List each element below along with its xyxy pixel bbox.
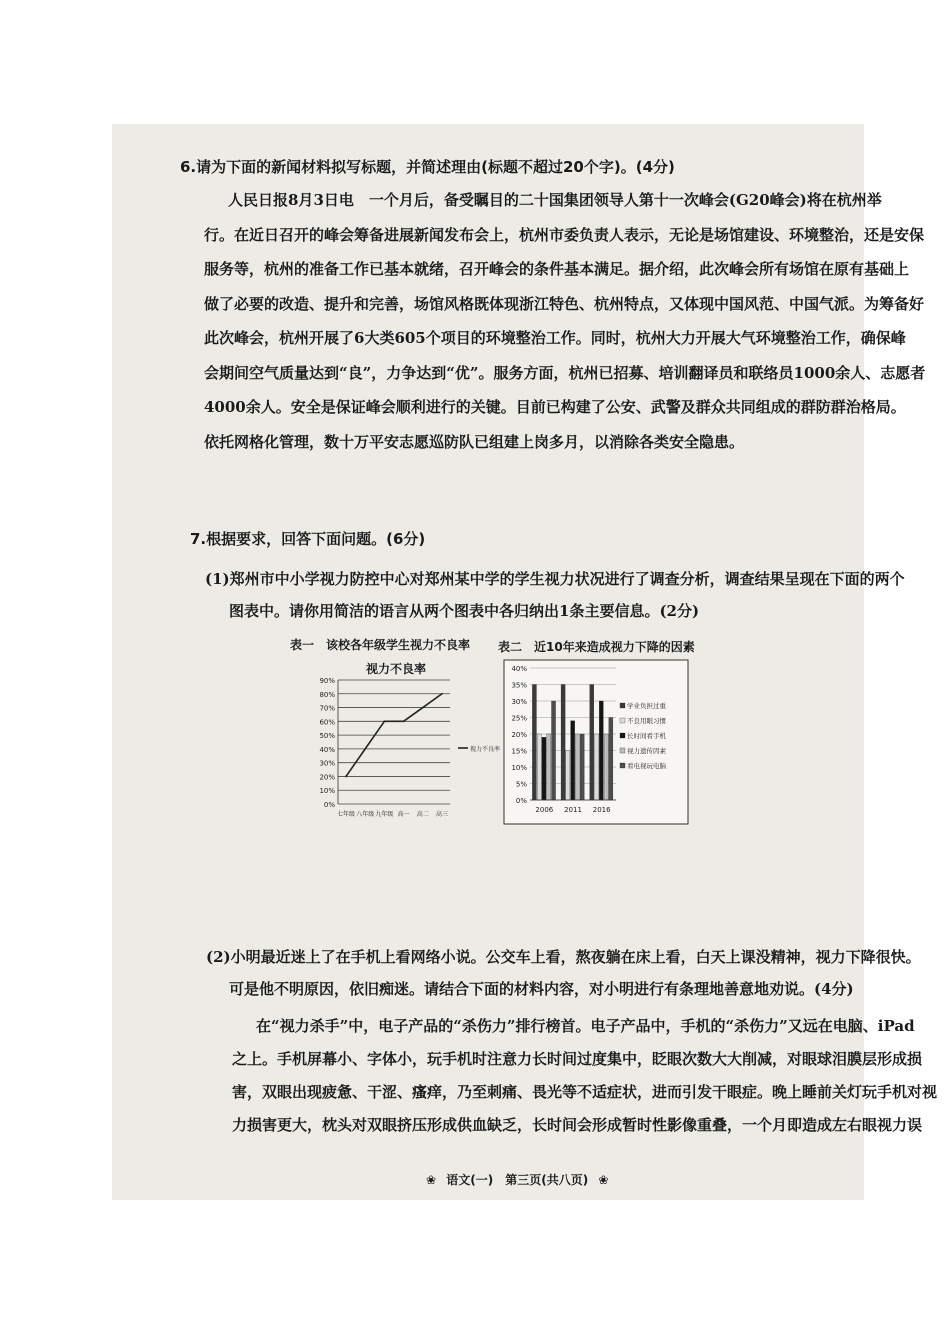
y-tick-label: 35% xyxy=(511,681,527,690)
data-point xyxy=(345,776,347,778)
question-7-part-1-line: (1)郑州市中小学视力防控中心对郑州某中学的学生视力状况进行了调查分析，调查结果呈现在下面的两个 xyxy=(205,570,905,588)
y-tick-label: 40% xyxy=(319,745,335,754)
y-tick-label: 50% xyxy=(319,732,335,741)
x-tick-label: 八年级 xyxy=(356,811,375,818)
exam-page xyxy=(112,124,864,1200)
y-tick-label: 10% xyxy=(319,787,335,796)
legend-swatch xyxy=(620,703,625,708)
chart-1-subtitle: 视力不良率 xyxy=(366,662,427,676)
legend-label: 视力不良率 xyxy=(470,746,501,753)
question-7-part-2-line: 可是他不明原因，依旧痴迷。请结合下面的材料内容，对小明进行有条理地善意地劝说。(4分) xyxy=(229,980,854,998)
y-tick-label: 40% xyxy=(511,665,527,673)
question-6-passage-line: 行。在近日召开的峰会筹备进展新闻发布会上，杭州市委负责人表示，无论是场馆建设、环境整治，还是安保 xyxy=(204,225,925,244)
bar xyxy=(580,734,584,800)
footer-page-label: 语文(一) 第三页(共八页) xyxy=(446,1173,589,1187)
bar xyxy=(595,734,599,800)
y-tick-label: 30% xyxy=(319,759,335,768)
x-tick-label: 2016 xyxy=(592,806,611,814)
x-tick-label: 2006 xyxy=(535,806,554,814)
y-tick-label: 25% xyxy=(511,714,527,723)
vision-factor-bar-chart xyxy=(500,658,690,826)
bar xyxy=(547,734,551,800)
reading-material-line: 力损害更大，枕头对双眼挤压形成供血缺乏，长时间会形成暂时性影像重叠，一个月即造成左右眼视力误 xyxy=(232,1116,923,1134)
bar xyxy=(552,701,556,800)
data-point xyxy=(422,707,424,709)
x-tick-label: 高一 xyxy=(397,811,410,818)
legend-label: 长时间看手机 xyxy=(627,732,666,740)
bar xyxy=(561,685,565,801)
question-6-passage-line: 此次峰会，杭州开展了6大类605个项目的环境整治工作。同时，杭州大力开展大气环境整治工作，确保峰 xyxy=(204,329,906,347)
chart-1-title: 表一 该校各年级学生视力不良率 xyxy=(290,638,471,652)
bar xyxy=(575,734,579,800)
data-point xyxy=(441,693,443,695)
legend-swatch xyxy=(620,718,625,723)
question-6-passage-line: 人民日报8月3日电 一个月后，备受瞩目的二十国集团领导人第十一次峰会(G20峰会)将在杭州举 xyxy=(228,191,882,209)
question-6-passage-line: 4000余人。安全是保证峰会顺利进行的关键。目前已构建了公安、武警及群众共同组成的群防群治格局。 xyxy=(204,398,906,416)
chart-2-title: 表二 近10年来造成视力下降的因素 xyxy=(498,640,695,654)
question-6-passage-line: 会期间空气质量达到“良”，力争达到“优”。服务方面，杭州已招募、培训翻译员和联络员1000余人、志愿者 xyxy=(204,363,926,382)
y-tick-label: 0% xyxy=(323,801,335,809)
legend-label: 学业负担过重 xyxy=(627,702,666,710)
y-tick-label: 0% xyxy=(515,797,527,805)
x-tick-label: 九年级 xyxy=(375,811,394,818)
bar xyxy=(604,734,608,800)
bar xyxy=(537,734,541,800)
question-6-passage-line: 依托网格化管理，数十万平安志愿巡防队已组建上岗多月，以消除各类安全隐患。 xyxy=(204,432,745,451)
y-tick-label: 20% xyxy=(319,773,335,782)
bar xyxy=(599,701,603,800)
bar xyxy=(571,721,575,800)
y-tick-label: 80% xyxy=(319,690,335,699)
legend-swatch xyxy=(620,733,625,738)
bar xyxy=(609,718,613,801)
x-tick-label: 高三 xyxy=(435,811,449,818)
y-tick-label: 20% xyxy=(511,731,527,739)
question-6-passage-line: 服务等，杭州的准备工作已基本就绪，召开峰会的条件基本满足。据介绍，此次峰会所有场馆在原有基础上 xyxy=(204,260,910,278)
reading-material-line: 在“视力杀手”中，电子产品的“杀伤力”排行榜首。电子产品中，手机的“杀伤力”又远在电脑、iPad xyxy=(256,1017,915,1035)
bar xyxy=(532,685,536,801)
legend-swatch xyxy=(620,748,625,753)
question-7-part-2-line: (2)小明最近迷上了在手机上看网络小说。公交车上看，熬夜躺在床上看，白天上课没精神，视力下降很快。 xyxy=(206,948,921,966)
bar xyxy=(566,751,570,801)
reading-material-line: 害，双眼出现疲惫、干涩、瘙痒，乃至刺痛、畏光等不适症状，进而引发干眼症。晚上睡前关灯玩手机对视 xyxy=(232,1083,938,1101)
legend-label: 看电视玩电脑 xyxy=(627,762,666,770)
vision-rate-line-chart xyxy=(300,672,501,822)
x-tick-label: 2011 xyxy=(564,806,582,814)
legend-label: 视力遗传因素 xyxy=(627,747,666,755)
x-tick-label: 七年级 xyxy=(336,811,356,818)
y-tick-label: 10% xyxy=(511,764,527,772)
y-tick-label: 5% xyxy=(515,780,527,789)
bar xyxy=(542,737,546,800)
footer-right-mark: ❀ xyxy=(598,1173,609,1187)
x-tick-label: 高二 xyxy=(416,811,429,818)
y-tick-label: 70% xyxy=(319,704,335,713)
footer-left-mark: ❀ xyxy=(426,1173,437,1187)
question-7-part-1-line: 图表中。请你用简洁的语言从两个图表中各归纳出1条主要信息。(2分) xyxy=(229,602,700,620)
page-footer xyxy=(426,1171,608,1188)
question-7-prompt: 7.根据要求，回答下面问题。(6分) xyxy=(190,530,426,548)
bar xyxy=(590,685,594,801)
question-6-prompt: 6.请为下面的新闻材料拟写标题，并简述理由(标题不超过20个字)。(4分) xyxy=(180,158,675,176)
data-point xyxy=(364,748,366,750)
legend-label: 不良用眼习惯 xyxy=(627,717,666,725)
y-tick-label: 60% xyxy=(319,718,335,727)
data-point xyxy=(384,720,386,722)
y-tick-label: 90% xyxy=(319,677,335,685)
y-tick-label: 30% xyxy=(511,698,527,706)
legend-swatch xyxy=(620,763,625,768)
y-tick-label: 15% xyxy=(511,747,527,756)
reading-material-line: 之上。手机屏幕小、字体小，玩手机时注意力长时间过度集中，眨眼次数大大削减，对眼球泪膜层形成损 xyxy=(232,1050,923,1068)
question-6-passage-line: 做了必要的改造、提升和完善，场馆风格既体现浙江特色、杭州特点，又体现中国风范、中国气派。为筹备好 xyxy=(204,294,925,313)
data-point xyxy=(403,720,405,722)
